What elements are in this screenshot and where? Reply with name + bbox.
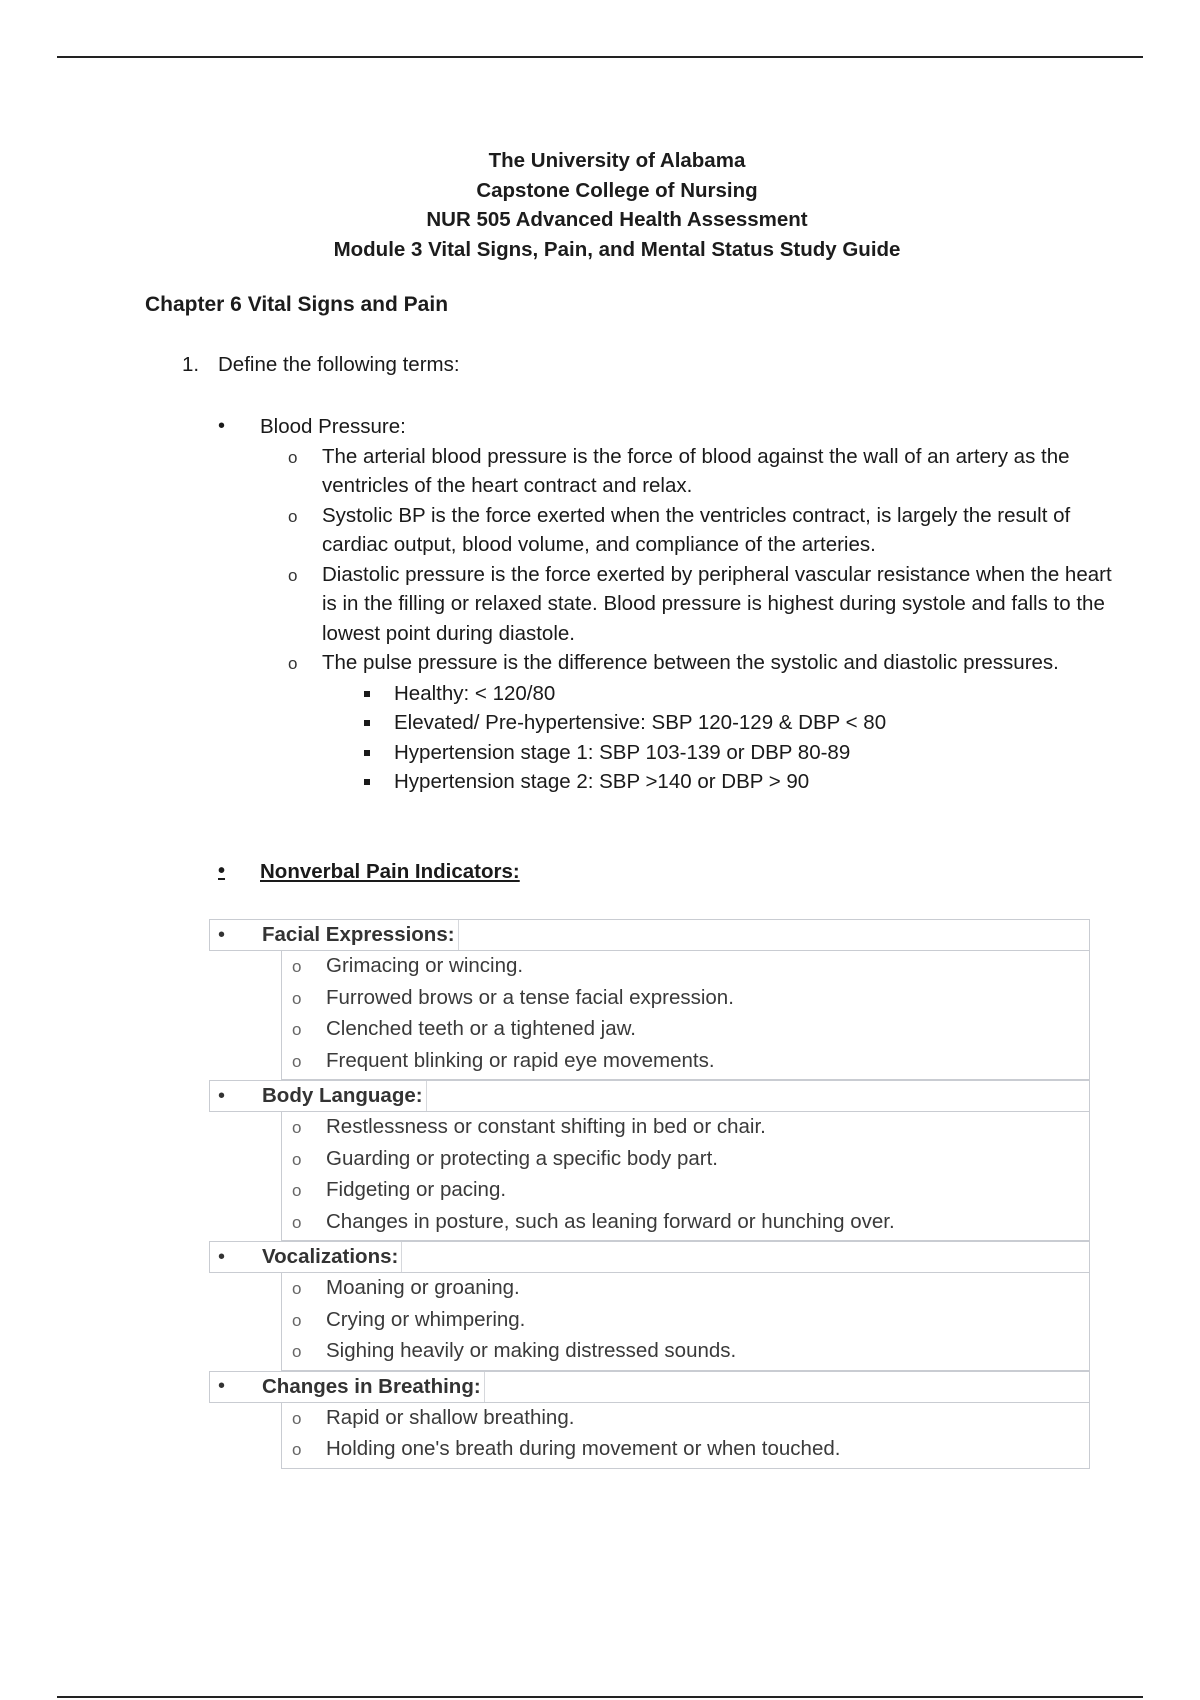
bullet-icon: •: [218, 1245, 226, 1268]
question-text: Define the following terms:: [218, 353, 460, 376]
circle-bullet-icon: o: [288, 654, 298, 673]
group-header-facial: [209, 919, 1090, 951]
list-item: o Crying or whimpering.: [292, 1305, 1089, 1337]
list-item: o Changes in posture, such as leaning forward or hunching over.: [292, 1207, 1089, 1239]
list-item: o Sighing heavily or making distressed sounds.: [292, 1336, 1089, 1368]
bottom-rule: [57, 1696, 1143, 1698]
list-item: Elevated/ Pre-hypertensive: SBP 120-129 & DBP < 80: [360, 708, 1112, 738]
circle-bullet-icon: o: [288, 447, 298, 467]
list-item: Hypertension stage 2: SBP >140 or DBP > 90: [360, 767, 1112, 797]
bullet-icon: •: [218, 860, 226, 882]
header-college: Capstone College of Nursing: [476, 178, 758, 202]
list-item: o Fidgeting or pacing.: [292, 1175, 1089, 1207]
bp-ranges-list: [212, 679, 1112, 797]
list-item: Hypertension stage 1: SBP 103-139 or DBP 80-89: [360, 738, 1112, 768]
document-header: [0, 146, 1200, 264]
group-body-facial: [281, 951, 1090, 1080]
nonverbal-label: Nonverbal Pain Indicators:: [260, 860, 520, 883]
list-item: o The pulse pressure is the difference between the systolic and diastolic pressures.: [288, 648, 1112, 679]
circle-bullet-icon: o: [292, 1149, 302, 1169]
circle-bullet-icon: o: [292, 1118, 302, 1137]
square-bullet-icon: [360, 679, 394, 709]
circle-bullet-icon: o: [292, 988, 302, 1008]
list-item: o Diastolic pressure is the force exerted by peripheral vascular resistance when the heart is in the filling or relaxed state. Blood pressure is highest during systole and falls to the lowest point during diastole.: [288, 560, 1112, 649]
circle-bullet-icon: o: [292, 1051, 302, 1071]
group-header-breathing: [209, 1371, 1090, 1403]
list-item: o Furrowed brows or a tense facial expression.: [292, 983, 1089, 1015]
group-label: Facial Expressions:: [262, 920, 459, 950]
nonverbal-heading: [212, 860, 520, 884]
bullet-icon: •: [218, 923, 226, 946]
list-item: o The arterial blood pressure is the force of blood against the wall of an artery as the ventricles of the heart contract and relax.: [288, 442, 1112, 501]
list-item: o Restlessness or constant shifting in bed or chair.: [292, 1112, 1089, 1144]
bullet-icon: •: [218, 1375, 226, 1397]
circle-bullet-icon: o: [288, 506, 298, 526]
header-university: The University of Alabama: [488, 149, 746, 172]
square-bullet-icon: [360, 738, 394, 768]
group-body-vocalizations: [281, 1273, 1090, 1371]
square-bullet-icon: [360, 767, 394, 797]
circle-bullet-icon: o: [292, 1212, 302, 1232]
question-1: [182, 353, 460, 377]
top-rule: [57, 56, 1143, 58]
group-header-vocalizations: [209, 1241, 1090, 1273]
circle-bullet-icon: o: [292, 1181, 302, 1200]
blood-pressure-list: [212, 442, 1112, 679]
list-item: o Systolic BP is the force exerted when the ventricles contract, is largely the result of cardiac output, blood volume, and compliance of the arteries.: [288, 501, 1112, 560]
circle-bullet-icon: o: [292, 1342, 302, 1361]
group-label: Body Language:: [262, 1081, 427, 1111]
nonverbal-table: [209, 919, 1090, 1469]
group-body-breathing: [281, 1403, 1090, 1469]
list-item: o Guarding or protecting a specific body part.: [292, 1144, 1089, 1176]
bullet-icon: •: [218, 415, 226, 437]
circle-bullet-icon: o: [292, 1279, 302, 1298]
question-number: 1.: [182, 353, 200, 376]
bullet-icon: •: [218, 1084, 226, 1107]
group-label: Vocalizations:: [262, 1242, 402, 1272]
circle-bullet-icon: o: [292, 1408, 302, 1428]
square-bullet-icon: [360, 708, 394, 738]
circle-bullet-icon: o: [292, 957, 302, 976]
blood-pressure-label: Blood Pressure:: [260, 415, 406, 438]
group-body-body: [281, 1112, 1090, 1241]
header-module: Module 3 Vital Signs, Pain, and Mental Status Study Guide: [333, 237, 901, 261]
list-item: o Grimacing or wincing.: [292, 951, 1089, 983]
group-label: Changes in Breathing:: [262, 1372, 485, 1402]
header-course: NUR 505 Advanced Health Assessment: [426, 208, 808, 231]
circle-bullet-icon: o: [292, 1020, 302, 1039]
circle-bullet-icon: o: [292, 1440, 302, 1459]
circle-bullet-icon: o: [292, 1310, 302, 1330]
list-item: o Frequent blinking or rapid eye movements.: [292, 1046, 1089, 1078]
list-item: o Rapid or shallow breathing.: [292, 1403, 1089, 1435]
chapter-title: Chapter 6 Vital Signs and Pain: [145, 293, 449, 316]
circle-bullet-icon: o: [288, 565, 298, 585]
list-item: o Moaning or groaning.: [292, 1273, 1089, 1305]
group-header-body: [209, 1080, 1090, 1112]
list-item: o Holding one's breath during movement or when touched.: [292, 1434, 1089, 1466]
blood-pressure-section: [212, 412, 1112, 797]
list-item: o Clenched teeth or a tightened jaw.: [292, 1014, 1089, 1046]
list-item: Healthy: < 120/80: [360, 679, 1112, 709]
